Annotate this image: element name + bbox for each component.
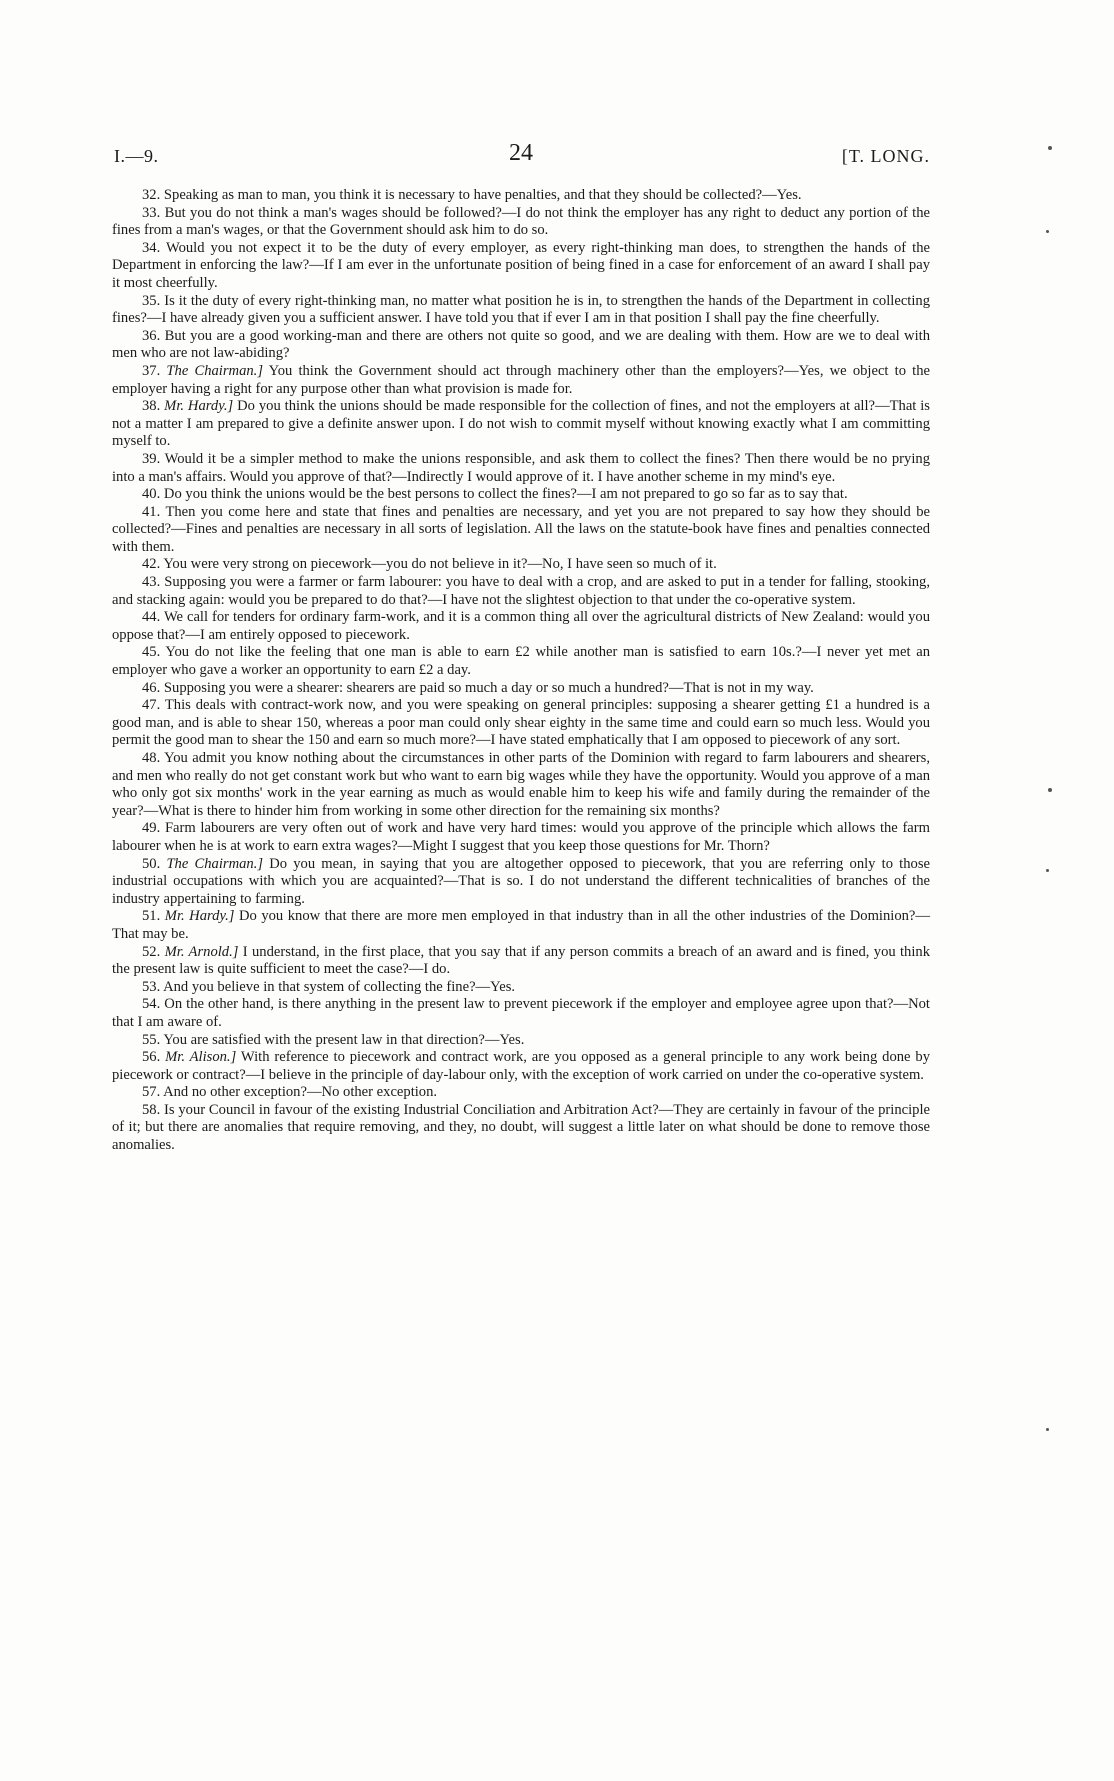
question-answer-text: Do you mean, in saying that you are altogether opposed to piecework, that you are referring only to those industrial occupations with which you are acquainted?—That is so. I do not understand the different technicalities of branches of the industry appertaining to farming. [112,855,930,907]
question-number: 45. [142,644,161,661]
question-paragraph [112,820,930,855]
question-answer-text: We call for tenders for ordinary farm-work, and it is a common thing all over the agricultural districts of New Zealand: would you oppose that?—I am entirely opposed to piecework. [112,609,930,643]
question-number: 48. [142,750,161,766]
question-number: 41. [142,503,161,520]
question-paragraph [112,609,930,644]
question-number: 40. [142,486,161,503]
question-paragraph [112,398,930,451]
question-paragraph [112,944,930,979]
question-answer-text: Supposing you were a shearer: shearers are paid so much a day or so much a hundred?—That is not in my way. [163,679,814,696]
question-paragraph [112,293,930,328]
question-answer-text: Is it the duty of every right-thinking man, no matter what position he is in, to strengthen the hands of the Department in collecting fines?—I have already given you a sufficient answer. I have told you that if ever I am in that position I shall pay the fine cheerfully. [112,292,930,327]
question-answer-text: Is your Council in favour of the existing Industrial Conciliation and Arbitration Act?—They are certainly in favour of the principle of it; but there are anomalies that require removing, and they, no doubt, will suggest a little later on what should be done to remove those anomalies. [112,1101,930,1154]
question-number: 33. [142,204,161,221]
question-answer-text: Would it be a simpler method to make the unions responsible, and ask them to collect the fines? Then there would be no prying into a man's affairs. Would you approve of that?—Indirectly I would approve of it. I have another scheme in my mind's eye. [112,450,930,485]
question-answer-text: This deals with contract-work now, and you were speaking on general principles: supposing a shearer getting £1 a hundred is a good man, and is able to shear 150, whereas a poor man could only shear eighty in the same time and could earn so much less. Would you permit the good man to shear the 150 and earn so much more?—I have stated emphatically that I am opposed to piecework of any sort. [112,697,931,749]
question-number: 34. [142,239,161,256]
question-number: 49. [142,820,161,837]
speaker-name: Mr. Arnold.] [164,943,239,960]
question-number: 50. [142,855,161,872]
question-number: 44. [142,609,161,626]
question-answer-text: But you do not think a man's wages should be followed?—I do not think the employer has any right to deduct any portion of the fines from a man's wages, or that the Government should ask him to do so. [112,204,930,239]
scan-speck [1046,230,1049,233]
question-paragraph [112,240,930,293]
question-paragraph [112,363,930,398]
scan-speck [1048,788,1052,792]
question-answer-text: On the other hand, is there anything in the present law to prevent piecework if the employer and employee agree upon that?—Not that I am aware of. [112,996,930,1030]
question-number: 54. [142,996,161,1013]
question-number: 35. [142,292,161,309]
page-header [112,140,930,170]
question-paragraph [112,1049,930,1084]
question-paragraph [112,680,930,698]
question-number: 53. [142,978,161,995]
question-paragraph [112,1084,930,1102]
question-paragraph [112,1102,930,1155]
question-answer-text: Do you think the unions would be the best persons to collect the fines?—I am not prepared to go so far as to say that. [163,486,848,503]
question-number: 56. [142,1049,161,1066]
question-answer-text: You were very strong on piecework—you do not believe in it?—No, I have seen so much of it. [163,556,717,573]
question-number: 47. [142,697,161,714]
question-answer-text: And you believe in that system of collecting the fine?—Yes. [163,978,516,995]
question-paragraph [112,1032,930,1050]
question-number: 43. [142,574,161,591]
question-paragraph [112,187,930,205]
question-number: 58. [142,1101,161,1118]
scan-speck [1048,146,1052,150]
question-paragraph [112,697,930,750]
scan-speck [1046,869,1049,872]
question-number: 42. [142,556,161,573]
question-answer-text: And no other exception?—No other exception. [163,1084,438,1101]
question-answer-text: You think the Government should act through machinery other than the employers?—Yes, we object to the employer having a right for any purpose other than what provision is made for. [112,362,930,397]
question-number: 38. [142,398,161,415]
question-paragraph [112,856,930,909]
question-number: 37. [142,362,161,379]
question-paragraph [112,644,930,679]
question-number: 52. [142,943,161,960]
question-paragraph [112,908,930,943]
question-answer-text: Farm labourers are very often out of work and have very hard times: would you approve of the principle which allows the farm labourer when he is at work to earn extra wages?—Might I suggest that you keep those questions for Mr. Thorn? [112,820,930,854]
question-paragraph [112,451,930,486]
question-answer-text: With reference to piecework and contract work, are you opposed as a general principle to any work being done by piecework or contract?—I believe in the principle of day-labour only, with the exception of work carried on under the co-operative system. [112,1049,930,1083]
question-number: 57. [142,1084,161,1101]
scan-speck [1046,1428,1049,1431]
question-number: 51. [142,908,161,925]
question-paragraph [112,328,930,363]
question-number: 55. [142,1031,161,1048]
speaker-name: The Chairman.] [166,855,264,872]
question-number: 36. [142,327,161,344]
question-answer-text: Do you know that there are more men employed in that industry than in all the other industries of the Dominion?—That may be. [112,908,930,942]
question-answer-text: You do not like the feeling that one man is able to earn £2 while another man is satisfied to earn 10s.?—I never yet met an employer who gave a worker an opportunity to earn £2 a day. [112,644,930,679]
question-paragraph [112,750,930,820]
question-answer-text: You admit you know nothing about the circumstances in other parts of the Dominion with regard to farm labourers and shearers, and men who really do not get constant work but who want to earn big wages while they have the opportunity. Would you approve of a man who only got six months' work in the year earning as much as would enable him to keep his wife and family during the remainder of the year?—What is there to hinder him from working in some other direction for the remaining six months? [112,750,930,819]
question-answer-text: You are satisfied with the present law in that direction?—Yes. [163,1031,525,1048]
question-paragraph [112,979,930,997]
question-answer-text: Would you not expect it to be the duty of every employer, as every right-thinking man does, to strengthen the hands of the Department in enforcing the law?—If I am ever in the unfortunate position of being fined in a case for enforcement of an award I shall pay it most cheerfully. [112,239,930,291]
question-number: 32. [142,187,161,203]
page-number: 24 [509,140,533,166]
witness-name: [T. LONG. [841,146,930,166]
speaker-name: Mr. Hardy.] [164,908,235,925]
question-paragraph [112,504,930,557]
speaker-name: Mr. Hardy.] [164,398,234,415]
question-paragraph [112,486,930,504]
question-paragraph [112,556,930,574]
question-answer-text: But you are a good working-man and there are others not quite so good, and we are dealing with them. How are we to deal with men who are not law-abiding? [112,327,930,362]
paper-reference: I.—9. [114,146,159,166]
speaker-name: Mr. Alison.] [165,1049,237,1066]
evidence-text [112,187,930,1155]
question-number: 39. [142,450,161,467]
question-answer-text: Do you think the unions should be made responsible for the collection of fines, and not the employers at all?—That is not a matter I am prepared to give a definite answer upon. I do not wish to commit myself without knowing exactly what I am committing myself to. [112,398,930,450]
question-paragraph [112,205,930,240]
question-answer-text: Supposing you were a farmer or farm labourer: you have to deal with a crop, and are asked to put in a tender for falling, stooking, and stacking again: would you be prepared to do that?—I have not the slightest objection to that under the co-operative system. [112,574,930,608]
question-answer-text: Then you come here and state that fines and penalties are necessary, and yet you are not prepared to say how they should be collected?—Fines and penalties are necessary in all sorts of legislation. All the laws on the statute-book have fines and penalties connected with them. [112,503,930,555]
speaker-name: The Chairman.] [166,362,263,379]
question-answer-text: I understand, in the first place, that you say that if any person commits a breach of an award and is fined, you think the present law is quite sufficient to meet the case?—I do. [112,943,931,978]
question-number: 46. [142,679,161,696]
question-answer-text: Speaking as man to man, you think it is necessary to have penalties, and that they should be collected?—Yes. [163,187,802,203]
question-paragraph [112,996,930,1031]
question-paragraph [112,574,930,609]
